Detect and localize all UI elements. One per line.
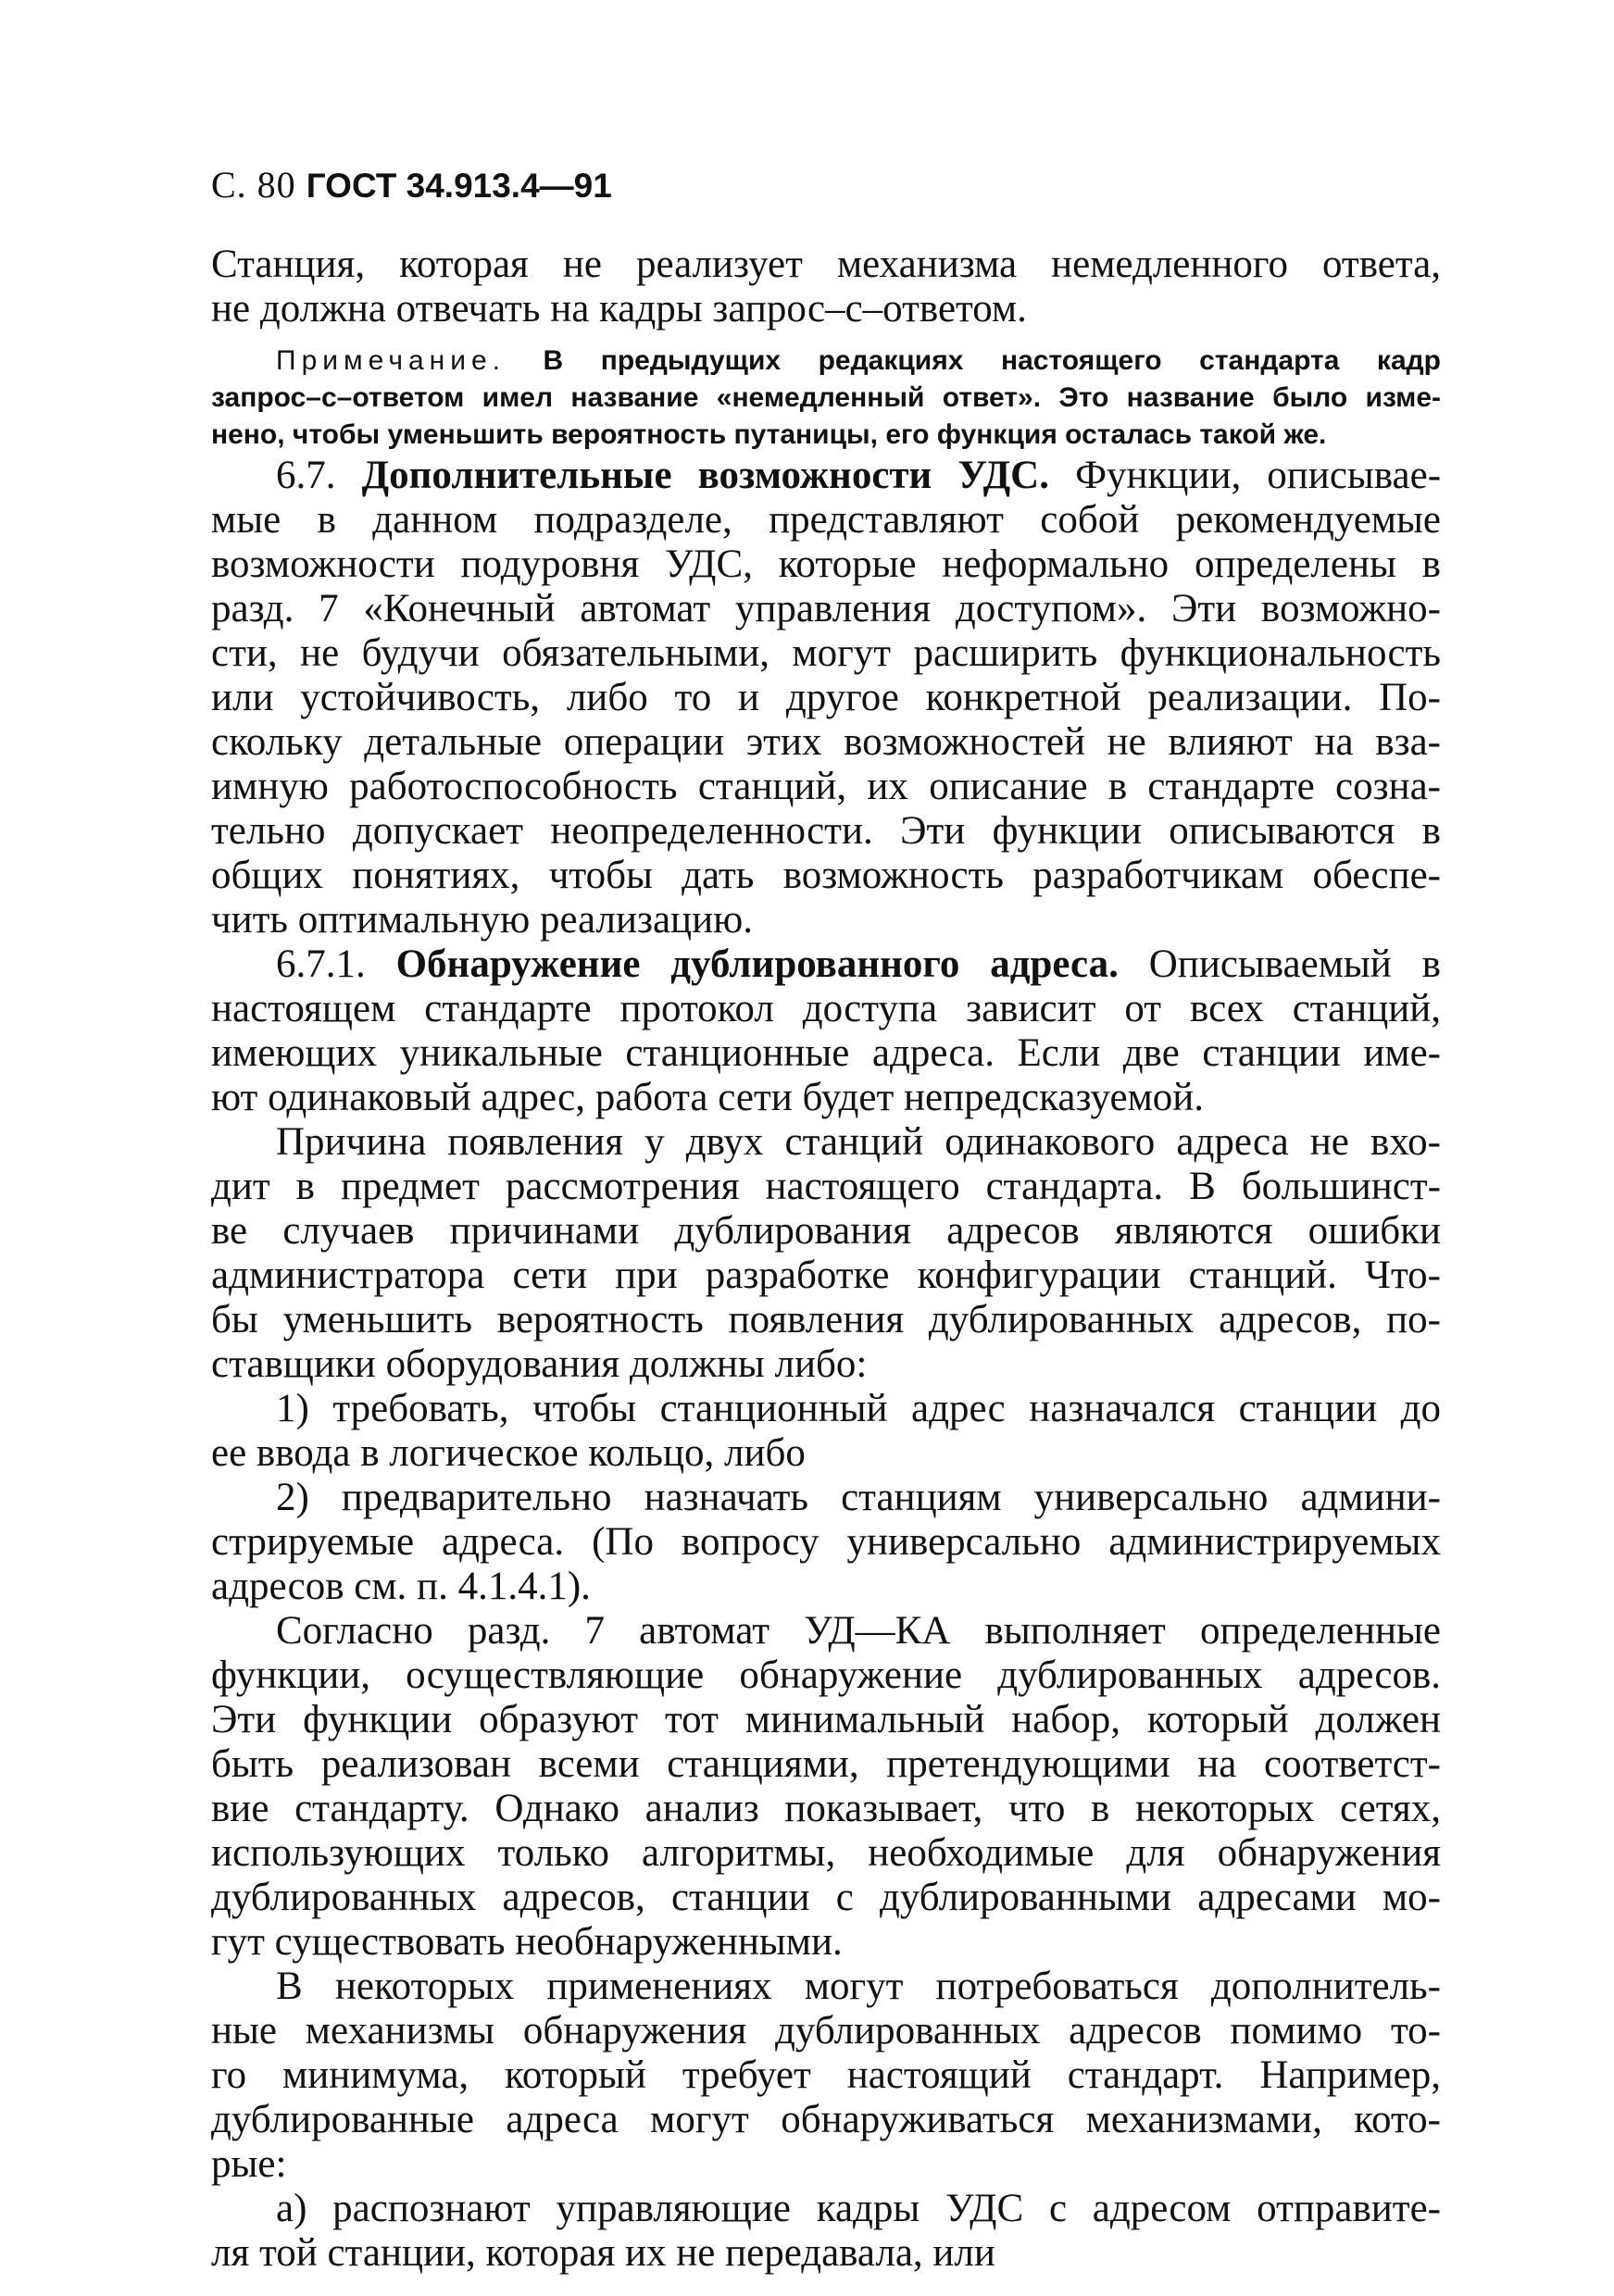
text-line: ные механизмы обнаружения дублированных адресов помимо то- (211, 2009, 1441, 2053)
text-line: скольку детальные операции этих возможностей не влияют на вза- (211, 720, 1441, 764)
text-line: гут существовать необнаруженными. (211, 1920, 843, 1964)
text-line: не должна отвечать на кадры запрос–с–ответом. (211, 287, 1027, 331)
list-item-2 (211, 1476, 1441, 1609)
text-line: а) распознают управляющие кадры УДС с адресом отправите- (276, 2187, 1441, 2230)
page-number: С. 80 (211, 164, 296, 206)
text-line: возможности подуровня УДС, которые неформально определены в (211, 543, 1441, 586)
text-line: Причина появления у двух станций одинакового адреса не вхо- (276, 1120, 1441, 1164)
text-line: ля той станции, которая их не передавала, или (211, 2231, 995, 2275)
section-title: Дополнительные возможности УДС. (361, 454, 1049, 497)
text-line: Согласно разд. 7 автомат УД—КА выполняет определенные (276, 1609, 1441, 1653)
section-heading-line (211, 942, 1441, 987)
text-line: Эти функции образуют тот минимальный набор, который должен (211, 1698, 1441, 1741)
standard-designation: ГОСТ 34.913.4—91 (306, 167, 612, 205)
text-line: настоящем стандарте протокол доступа зависит от всех станций, (211, 987, 1441, 1030)
text-line: рые: (211, 2142, 287, 2186)
note-text: В предыдущих редакциях настоящего стандарта кадр (543, 345, 1441, 376)
text-line: 2) предварительно назначать станциям универсально админи- (276, 1476, 1441, 1519)
list-item-a (211, 2187, 1441, 2276)
text-line: чить оптимальную реализацию. (211, 898, 753, 942)
section-text: Описываемый в (1148, 942, 1441, 986)
text-line: быть реализован всеми станциями, претендующими на соответст- (211, 1742, 1441, 1786)
text-line: дублированные адреса могут обнаруживаться механизмами, кото- (211, 2098, 1441, 2141)
text-line: сти, не будучи обязательными, могут расширить функциональность (211, 631, 1441, 675)
section-6-7 (211, 454, 1441, 942)
paragraph-reason (211, 1120, 1441, 1387)
text-line: или устойчивость, либо то и другое конкретной реализации. По- (211, 676, 1441, 719)
note-block (211, 343, 1441, 454)
text-line: бы уменьшить вероятность появления дублированных адресов, по- (211, 1298, 1441, 1341)
text-line: го минимума, который требует настоящий стандарт. Например, (211, 2053, 1441, 2097)
section-number: 6.7.1. (276, 942, 366, 986)
text-line: вие стандарту. Однако анализ показывает, что в некоторых сетях, (211, 1787, 1441, 1830)
text-line: разд. 7 «Конечный автомат управления доступом». Эти возможно- (211, 587, 1441, 630)
text-line: ставщики оборудования должны либо: (211, 1342, 868, 1386)
text-line: адресов см. п. 4.1.4.1). (211, 1565, 591, 1608)
paragraph-section7 (211, 1609, 1441, 1965)
text-line: ве случаев причинами дублирования адресов являются ошибки (211, 1209, 1441, 1253)
text-line: функции, осуществляющие обнаружение дублированных адресов. (211, 1653, 1441, 1697)
note-label: Примечание. (276, 345, 506, 376)
note-line: запрос–с–ответом имел название «немедленный ответ». Это название было изме- (211, 382, 1441, 413)
text-line: Станция, которая не реализует механизма немедленного ответа, (211, 243, 1441, 286)
list-item-1 (211, 1387, 1441, 1476)
text-line: имеющих уникальные станционные адреса. Если две станции име- (211, 1031, 1441, 1075)
text-line: мые в данном подразделе, представляют собой рекомендуемые (211, 498, 1441, 542)
text-line: администратора сети при разработке конфигурации станций. Что- (211, 1254, 1441, 1297)
text-line: ее ввода в логическое кольцо, либо (211, 1431, 806, 1475)
text-line: использующих только алгоритмы, необходимые для обнаружения (211, 1831, 1441, 1875)
text-line: стрируемые адреса. (По вопросу универсально администрируемых (211, 1520, 1441, 1564)
text-line: общих понятиях, чтобы дать возможность разработчикам обеспе- (211, 854, 1441, 897)
text-line: 1) требовать, чтобы станционный адрес назначался станции до (276, 1387, 1441, 1430)
section-number: 6.7. (276, 454, 336, 497)
body-text (211, 243, 1441, 2276)
text-line: дублированных адресов, станции с дублированными адресами мо- (211, 1876, 1441, 1919)
note-line (211, 343, 1441, 380)
text-line: дит в предмет рассмотрения настоящего стандарта. В большинст- (211, 1165, 1441, 1208)
paragraph-intro (211, 243, 1441, 331)
text-line: имную работоспособность станций, их описание в стандарте созна- (211, 765, 1441, 808)
section-6-7-1 (211, 942, 1441, 1120)
section-title: Обнаружение дублированного адреса. (395, 942, 1119, 986)
page-header (211, 163, 612, 208)
section-text: Функции, описывае- (1075, 454, 1442, 497)
text-line: ют одинаковый адрес, работа сети будет непредсказуемой. (211, 1076, 1205, 1119)
paragraph-applications (211, 1965, 1441, 2187)
note-line: нено, чтобы уменьшить вероятность путаницы, его функция осталась такой же. (211, 419, 1327, 450)
section-heading-line (211, 454, 1441, 498)
text-line: тельно допускает неопределенности. Эти функции описываются в (211, 809, 1441, 853)
text-line: В некоторых применениях могут потребоваться дополнитель- (276, 1965, 1441, 2008)
